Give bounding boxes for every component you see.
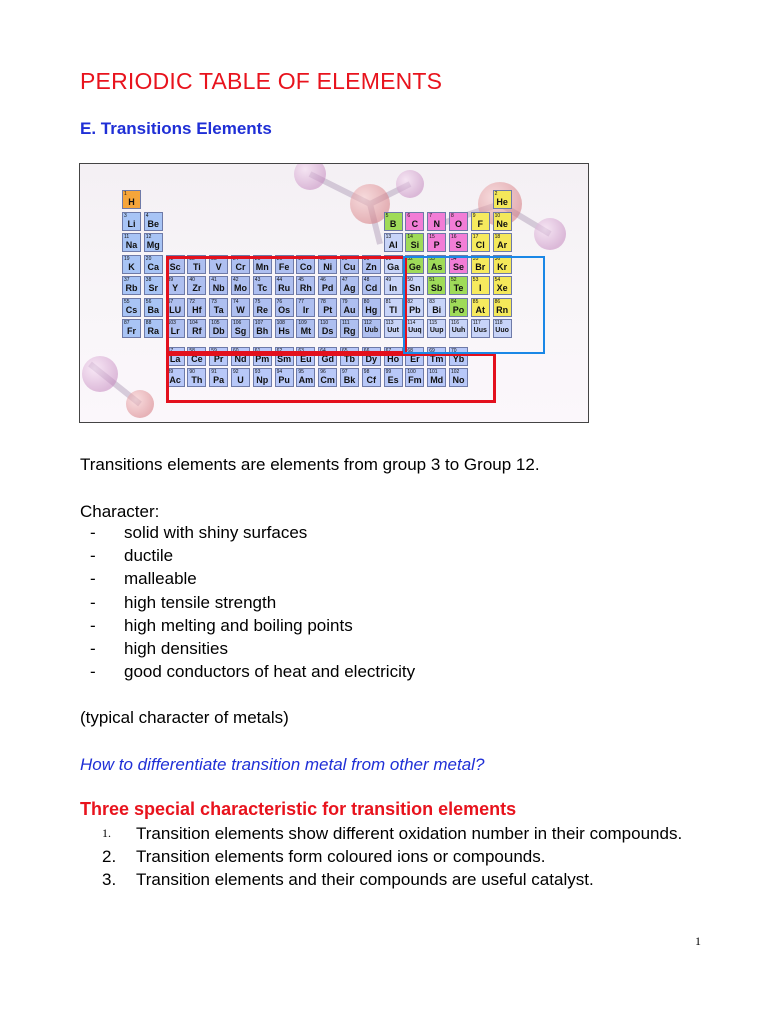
element-symbol: Y [172,283,179,293]
atomic-number: 60 [233,347,239,354]
element-symbol: Db [212,326,225,336]
element-symbol: O [454,218,462,229]
element-symbol: Uup [429,327,444,334]
atomic-number: 110 [320,320,329,326]
element-symbol: La [169,353,181,364]
element-symbol: In [389,283,398,293]
element-symbol: Mn [255,261,269,272]
atomic-number: 118 [494,320,503,326]
element-symbol: Bk [343,375,356,385]
atomic-number: 64 [320,347,326,354]
atomic-number: 3 [124,212,127,219]
list-item: - ductile [80,544,415,567]
atomic-number: 7 [429,212,432,219]
atomic-number: 18 [494,234,501,240]
element-symbol: Be [147,218,160,229]
element-cell [493,190,512,209]
atomic-number: 13 [385,234,392,240]
element-symbol: Si [410,240,420,250]
element-cell [405,233,424,252]
atomic-number: 45 [298,277,304,283]
atomic-number: 62 [276,347,283,354]
list-item: - good conductors of heat and electricity [80,660,415,683]
atomic-number: 76 [276,298,283,305]
element-symbol: LU [169,304,182,315]
element-cell [144,255,163,274]
element-symbol: Lr [170,326,180,336]
element-cell [122,276,141,295]
list-item: - high tensile strength [80,591,415,614]
atomic-number: 5 [385,212,389,219]
element-cell [122,255,141,274]
element-cell [122,319,141,338]
element-cell [144,276,163,295]
element-symbol: Te [453,283,464,293]
list-item: - high melting and boiling points [80,614,415,637]
atomic-number: 54 [494,277,501,283]
atomic-number: 95 [298,369,304,375]
element-symbol: F [477,218,484,229]
element-symbol: Sr [148,283,159,293]
atomic-number: 105 [211,320,220,326]
atomic-number: 109 [298,320,307,326]
atomic-number: 39 [167,277,174,283]
atomic-number: 87 [124,320,130,326]
element-symbol: Rg [343,326,356,336]
element-symbol: Uuh [451,327,466,334]
atomic-number: 108 [276,320,285,326]
metalloid-boundary-highlight [403,256,545,354]
metals-note: (typical character of metals) [80,708,289,727]
element-symbol: Pr [213,353,224,364]
atomic-number: 29 [342,255,348,262]
element-symbol: Bh [256,326,269,336]
periodic-table-figure [79,163,589,423]
element-symbol: Ir [302,304,309,315]
atomic-number: 36 [494,255,501,262]
bullet-marker: - [90,592,96,612]
element-cell [144,233,163,252]
atomic-number: 12 [145,234,152,240]
atomic-number: 37 [124,277,130,283]
element-symbol: Se [452,261,464,272]
atomic-number: 90 [189,369,195,375]
element-symbol: Er [410,353,420,364]
atomic-number: 28 [320,255,326,262]
element-symbol: Pa [213,375,225,385]
bullet-marker: - [90,662,96,682]
element-symbol: Yb [452,353,465,364]
atomic-number: 116 [451,320,459,326]
element-symbol: Ta [213,304,224,315]
element-symbol: Ca [147,261,160,272]
element-symbol: Zr [192,283,202,293]
element-symbol: Mt [300,326,312,336]
element-symbol: Ru [278,283,291,293]
element-symbol: Nb [212,283,225,293]
section-subtitle: E. Transitions Elements [80,119,272,138]
transition-block-highlight [166,256,407,354]
element-symbol: Cu [343,261,356,272]
element-symbol: Ra [147,326,160,336]
atomic-number: 78 [320,298,326,305]
element-symbol: I [479,283,482,293]
atomic-number: 15 [429,234,435,240]
atomic-number: 53 [472,277,479,283]
atomic-number: 81 [385,298,392,305]
element-cell [405,212,424,231]
element-symbol: Hs [278,326,290,336]
special-characteristics-heading: Three special characteristic for transition elements [80,799,517,819]
element-symbol: V [215,261,222,272]
element-symbol: Au [343,304,356,315]
element-symbol: Uuq [408,327,422,334]
element-symbol: Bi [432,304,442,315]
atomic-number: 56 [145,298,152,305]
element-symbol: H [128,197,135,207]
element-symbol: Tb [344,353,355,364]
element-symbol: Mo [234,283,247,293]
atomic-number: 31 [385,255,392,262]
page-title: PERIODIC TABLE OF ELEMENTS [80,68,443,94]
atomic-number: 74 [233,298,239,305]
element-symbol: Tc [257,283,268,293]
atomic-number: 67 [385,347,392,354]
atomic-number: 47 [342,277,348,283]
character-heading: Character: [80,502,160,521]
atomic-number: 104 [189,320,198,326]
atomic-number: 1 [124,191,127,197]
element-symbol: Ds [321,326,334,336]
element-symbol: K [128,261,135,272]
element-symbol: Mg [146,240,160,250]
element-symbol: Ge [408,261,421,272]
atomic-number: 57 [167,347,174,354]
list-item: 1. Transition elements show different oxidation number in their compounds. [80,822,700,845]
special-characteristics-list [80,822,700,892]
atomic-number: 70 [451,347,457,354]
atomic-number: 52 [451,277,457,283]
element-symbol: Pm [255,353,270,364]
element-symbol: Cs [125,304,138,315]
element-symbol: W [236,304,245,315]
element-cell [122,212,141,231]
element-symbol: Cf [366,375,377,385]
atomic-number: 35 [472,255,479,262]
element-symbol: Ac [169,375,181,385]
element-symbol: U [237,375,244,385]
element-symbol: Sm [277,353,292,364]
atomic-number: 33 [429,255,435,262]
atomic-number: 73 [211,298,217,305]
atomic-number: 23 [211,255,217,262]
element-cell [427,233,446,252]
atomic-number: 19 [124,255,130,262]
element-cell [493,212,512,231]
atomic-number: 113 [385,320,394,326]
atomic-number: 10 [494,212,501,219]
atomic-number: 57 [167,298,174,305]
element-symbol: Sb [430,283,443,293]
element-symbol: B [389,218,397,229]
atomic-number: 14 [407,234,413,240]
atomic-number: 2 [494,191,498,197]
atomic-number: 115 [429,320,438,326]
element-symbol: Ba [147,304,160,315]
atomic-number: 114 [407,320,416,326]
element-symbol: Uuo [495,327,509,334]
element-symbol: Fe [278,261,290,272]
element-cell [144,298,163,317]
atomic-number: 46 [320,277,326,283]
element-cell [471,212,490,231]
atomic-number: 24 [233,255,239,262]
atomic-number: 16 [451,234,457,240]
atomic-number: 107 [254,320,264,326]
element-symbol: Th [191,375,203,385]
list-item: - solid with shiny surfaces [80,521,415,544]
atomic-number: 83 [429,298,435,305]
element-symbol: No [452,375,465,385]
element-cell [122,233,141,252]
element-symbol: Cd [365,283,378,293]
atomic-number: 84 [451,298,457,305]
element-symbol: Cl [475,240,485,250]
element-symbol: Ne [496,218,508,229]
atomic-number: 48 [363,277,370,283]
element-symbol: Pb [409,304,421,315]
element-cell [449,233,468,252]
page-number: 1 [695,934,701,948]
element-symbol: S [455,240,462,250]
atomic-number: 102 [451,369,460,375]
atomic-number: 61 [254,347,261,354]
element-symbol: Ti [192,261,201,272]
atomic-number: 44 [276,277,283,283]
atomic-number: 21 [167,255,174,262]
element-symbol: Ar [497,240,508,250]
atomic-number: 50 [407,277,413,283]
element-symbol: Ho [387,353,400,364]
atomic-number: 103 [167,320,176,326]
atomic-number: 85 [472,298,479,305]
atomic-number: 112 [363,320,372,326]
element-symbol: Ni [323,261,333,272]
list-item: 3. Transition elements and their compounds are useful catalyst. [80,868,700,891]
element-symbol: Es [387,375,399,385]
list-item: - high densities [80,637,415,660]
element-symbol: Uut [387,327,399,334]
element-symbol: Cr [235,261,246,272]
element-symbol: He [496,197,508,207]
element-symbol: Tm [429,353,444,364]
element-symbol: Sc [169,261,181,272]
element-symbol: N [433,218,440,229]
atomic-number: 117 [472,320,481,326]
item-number: 3. [102,870,117,890]
element-symbol: Sn [409,283,421,293]
atomic-number: 20 [145,255,152,262]
atomic-number: 66 [363,347,370,354]
atomic-number: 65 [342,347,348,354]
element-symbol: As [430,261,443,272]
element-symbol: Am [298,375,314,385]
atomic-number: 17 [472,234,479,240]
atomic-number: 8 [451,212,454,219]
bullet-marker: - [90,569,96,589]
atomic-number: 59 [211,347,217,354]
element-symbol: Xe [496,283,508,293]
element-symbol: Rf [192,326,202,336]
element-symbol: Fr [127,326,136,336]
atomic-number: 32 [407,255,413,262]
atomic-number: 68 [407,347,413,354]
item-number: 1. [102,826,111,840]
element-symbol: Ag [343,283,356,293]
element-symbol: Pt [323,304,333,315]
element-symbol: Uus [473,327,487,334]
atomic-number: 38 [145,277,152,283]
atomic-number: 82 [407,298,413,305]
element-cell [144,212,163,231]
atomic-number: 88 [145,320,152,326]
bullet-marker: - [90,523,96,542]
atomic-number: 111 [342,320,350,326]
atomic-number: 41 [211,277,217,283]
element-symbol: Co [299,261,312,272]
element-symbol: P [433,240,440,250]
element-symbol: Cm [320,375,335,385]
atomic-number: 63 [298,347,304,354]
element-symbol: Hg [365,304,378,315]
element-symbol: Os [278,304,291,315]
atomic-number: 9 [472,212,476,219]
atomic-number: 96 [320,369,326,375]
differentiate-question: How to differentiate transition metal from other metal? [80,755,485,774]
element-symbol: Ce [191,353,203,364]
element-symbol: Tl [389,304,398,315]
list-item: - malleable [80,567,415,590]
inner-transition-highlight [166,353,496,403]
atomic-number: 100 [407,369,416,375]
atomic-number: 86 [494,298,501,305]
element-symbol: Gd [321,353,334,364]
element-cell [427,212,446,231]
element-symbol: Hf [192,304,202,315]
element-symbol: Rb [125,283,138,293]
atomic-number: 6 [407,212,411,219]
atomic-number: 79 [342,298,348,305]
element-symbol: Pu [278,375,290,385]
atomic-number: 27 [298,255,304,262]
atomic-number: 49 [385,277,392,283]
element-symbol: Rh [299,283,312,293]
atomic-number: 72 [189,298,195,305]
element-symbol: Po [452,304,465,315]
element-symbol: Br [475,261,486,272]
element-symbol: Sg [234,326,247,336]
bullet-marker: - [90,639,96,659]
atomic-number: 106 [233,320,242,326]
atomic-number: 75 [254,298,261,305]
atomic-number: 4 [145,212,149,219]
element-symbol: Md [430,375,444,385]
list-item: 2. Transition elements form coloured ions or compounds. [80,845,700,868]
atomic-number: 69 [429,347,435,354]
element-symbol: At [475,304,486,315]
element-symbol: Na [125,240,138,250]
element-symbol: Fm [408,375,422,385]
element-symbol: Ga [387,261,400,272]
element-symbol: Nd [234,353,247,364]
atomic-number: 80 [363,298,370,305]
element-symbol: C [411,218,419,229]
element-symbol: Eu [300,353,312,364]
bullet-marker: - [90,546,96,566]
atomic-number: 91 [211,369,217,375]
element-symbol: Zn [365,261,377,272]
atomic-number: 42 [233,277,239,283]
element-symbol: Pd [321,283,334,293]
atomic-number: 97 [342,369,348,375]
element-symbol: Np [256,375,269,385]
atomic-number: 40 [189,277,195,283]
atomic-number: 34 [451,255,457,262]
atomic-number: 98 [363,369,370,375]
atomic-number: 30 [363,255,370,262]
atomic-number: 77 [298,298,304,305]
atomic-number: 51 [429,277,435,283]
element-symbol: Al [388,240,398,250]
element-symbol: Re [256,304,269,315]
atomic-number: 99 [385,369,392,375]
element-symbol: Kr [497,261,508,272]
element-cell [449,212,468,231]
element-cell [144,319,163,338]
atomic-number: 11 [124,234,130,240]
atomic-number: 92 [233,369,239,375]
element-symbol: Li [127,218,136,229]
element-symbol: Rn [496,304,509,315]
atomic-number: 101 [429,369,438,375]
element-cell [122,298,141,317]
element-symbol: Uub [364,327,379,334]
element-cell [471,233,490,252]
atomic-number: 22 [189,255,195,262]
element-cell [122,190,141,209]
atomic-number: 55 [124,298,130,305]
character-list [80,521,415,683]
atomic-number: 94 [276,369,283,375]
intro-text: Transitions elements are elements from group 3 to Group 12. [80,455,540,474]
element-cell [384,212,403,231]
atomic-number: 25 [254,255,261,262]
element-symbol: Dy [365,353,378,364]
element-cell [384,233,403,252]
atomic-number: 93 [254,369,261,375]
item-number: 2. [102,847,117,867]
atomic-number: 89 [167,369,174,375]
atomic-number: 58 [189,347,195,354]
atomic-number: 43 [254,277,261,283]
element-cell [493,233,512,252]
atomic-number: 26 [276,255,283,262]
bullet-marker: - [90,615,96,635]
